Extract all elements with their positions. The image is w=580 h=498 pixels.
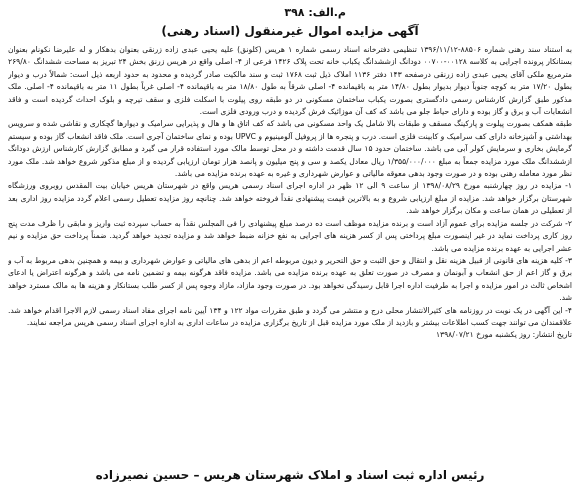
- notice-title: آگهی مزایده اموال غیرمنقول (اسناد رهنی): [161, 24, 419, 38]
- body-paragraph: ۳- کلیه هزینه های قانونی از قبیل هزینه نقل و انتقال و حق الثبت و حق التحریر و دیون مربوطه اعم از بدهی های مالیاتی و عوارض شهرداری و بیمه و همچنین بدهی مربوط به آب و برق و گاز اعم از حق انشعاب و آبونمان و مصرف در صورت تعلق به عهده برنده مزایده می باشد. مزایده فاقد هرگونه بیمه و تضمین نامه می باشد و هرگونه اعتراض یا ادعای اشخاص ثالث در امور مزایده و اجرا به طرفیت اداره اجرا قابل رسیدگی نخواهد بود. در صورت وجود مازاد، مازاد وجوه پس از کسر طلب بستانکار و هزینه ها به مالک مسترد خواهد شد.: [8, 255, 572, 303]
- notice-body: [8, 44, 572, 456]
- body-paragraph: ۱- مزایده در روز چهارشنبه مورخ ۱۳۹۸/۰۸/۲۹ از ساعت ۹ الی ۱۲ ظهر در اداره اجرای اسناد رسمی هریس واقع در شهرستان هریس خیابان بیت المقدس روبروی ورزشگاه شهرستان برگزار خواهد شد. مزایده از مبلغ ارزیابی شروع و به بالاترین قیمت پیشنهادی نقداً فروخته خواهد شد. چنانچه روز مزایده تعطیل رسمی اعلام گردد مزایده روز اداری بعد از تعطیلی در همان ساعت و مکان برگزار خواهد شد.: [8, 181, 572, 216]
- body-paragraph: به استناد سند رهنی شماره ۸۸۵۰۶-۱۳۹۶/۱۱/۱۲ تنظیمی دفترخانه اسناد رسمی شماره ۱ هریس (کلونق) علیه یحیی عبدی زاده زرنقی بعنوان بدهکار و له علیرضا نکونام بعنوان بستانکار پرونده اجرایی به کلاسه ۰۰۱۲۸-۰۰۷۰۰ دودانگ ازششدانگ یکباب خانه تحت پلاک ۱۴۲۶ فرعی از ۴- اصلی واقع در هریس زرنق بخش ۲۴ تبریز به مساحت ششدانگ ۲۶۹/۸۰ مترمربع ملکی آقای یحیی عبدی زاده زرنقی درصفحه ۱۴۳ دفتر ۱۱۳۶ املاک ذیل ثبت ۱۷۶۸ ثبت و سند مالکیت صادر گردیده و محدود به حدود اربعه ذیل است: شمالاً درب و دیوار بطول ۱۷/۲۰ متر به کوچه جنوباً دیوار بدیوار بطول ۱۴/۸۰ متر به باقیمانده ۴- اصلی شرقاً به طول ۱۸/۸۰ متر به باقیمانده ۴- اصلی غرباً بطول ۱۱ متر به باقیمانده ۴- اصلی. ملک مذکور طبق گزارش کارشناس رسمی دادگستری بصورت یکباب ساختمان مسکونی در دو طبقه روی پیلوت با اسکلت فلزی و سقف تیرچه و بلوک احداث گردیده است و فاقد انشعابات آب و برق و گاز بوده و دارای حیاط جلو می باشد که کف آن موزائیک فرش گردیده و درب ورودی فلزی است.: [8, 45, 572, 117]
- signature-line: رئیس اداره ثبت اسناد و املاک شهرستان هریس – حسین نصیرزاده: [95, 468, 485, 482]
- body-paragraph: ۴- این آگهی در یک نوبت در روزنامه های کثیرالانتشار محلی درج و منتشر می گردد و طبق مقررات مواد ۱۲۲ و ۱۳۴ آیین نامه اجرای مفاد اسناد رسمی لازم الاجرا اقدام خواهد شد. علاقمندان می توانند جهت کسب اطلاعات بیشتر و بازدید از ملک مورد مزایده قبل از تاریخ برگزاری مزایده در ساعات اداری به اداره اجرای اسناد رسمی هریس مراجعه نمایند.: [8, 305, 572, 327]
- body-paragraph: طبقه همکف بصورت پیلوت و پارکینگ مسقف و طبقات بالا شامل یک واحد مسکونی می باشد که کف اتاق ها و هال و پذیرایی سرامیک و دیوارها گچکاری و نقاشی شده و سرویس بهداشتی و آشپزخانه دارای کف سرامیک و کابینت فلزی است. درب و پنجره ها از پروفیل آلومینیوم و UPVC بوده و نمای ساختمان آجری است. ملک فاقد انشعاب گاز بوده و سیستم گرمایش بخاری و سرمایش کولر آبی می باشد. ساختمان حدود ۱۵ سال قدمت داشته و در محل توسط مالک مورد استفاده قرار می گیرد و مطابق گزارش کارشناس ارزش دودانگ ازششدانگ ملک مورد مزایده جمعاً به مبلغ ۱/۳۵۵/۰۰۰/۰۰۰ ریال معادل یکصد و سی و پنج میلیون و پانصد هزار تومان ارزیابی گردیده و از مبلغ مذکور شروع خواهد شد. ملک مورد نظر مورد معامله رهنی بوده و در صورت وجود بدهی معوقه مالیاتی و عوارض شهرداری و غیره به عهده برنده مزایده می باشد.: [8, 119, 572, 179]
- body-paragraph: ۲- شرکت در جلسه مزایده برای عموم آزاد است و برنده مزایده موظف است ده درصد مبلغ پیشنهادی را فی المجلس نقداً به حساب سپرده ثبت واریز و مابقی را ظرف مدت پنج روز کاری پرداخت نماید در غیر اینصورت مبلغ پرداختی پس از کسر هزینه های اجرایی به نفع خزانه ضبط خواهد شد و مزایده تجدید خواهد گردید. ضمناً پرداخت حق مزایده و نیم عشر اجرایی به عهده برنده مزایده می باشد.: [8, 218, 572, 253]
- publication-date: تاریخ انتشار: روز یکشنبه مورخ ۱۳۹۸/۰۷/۲۱: [435, 330, 572, 340]
- notice-reference-number: م.الف: ۳۹۸: [284, 6, 346, 19]
